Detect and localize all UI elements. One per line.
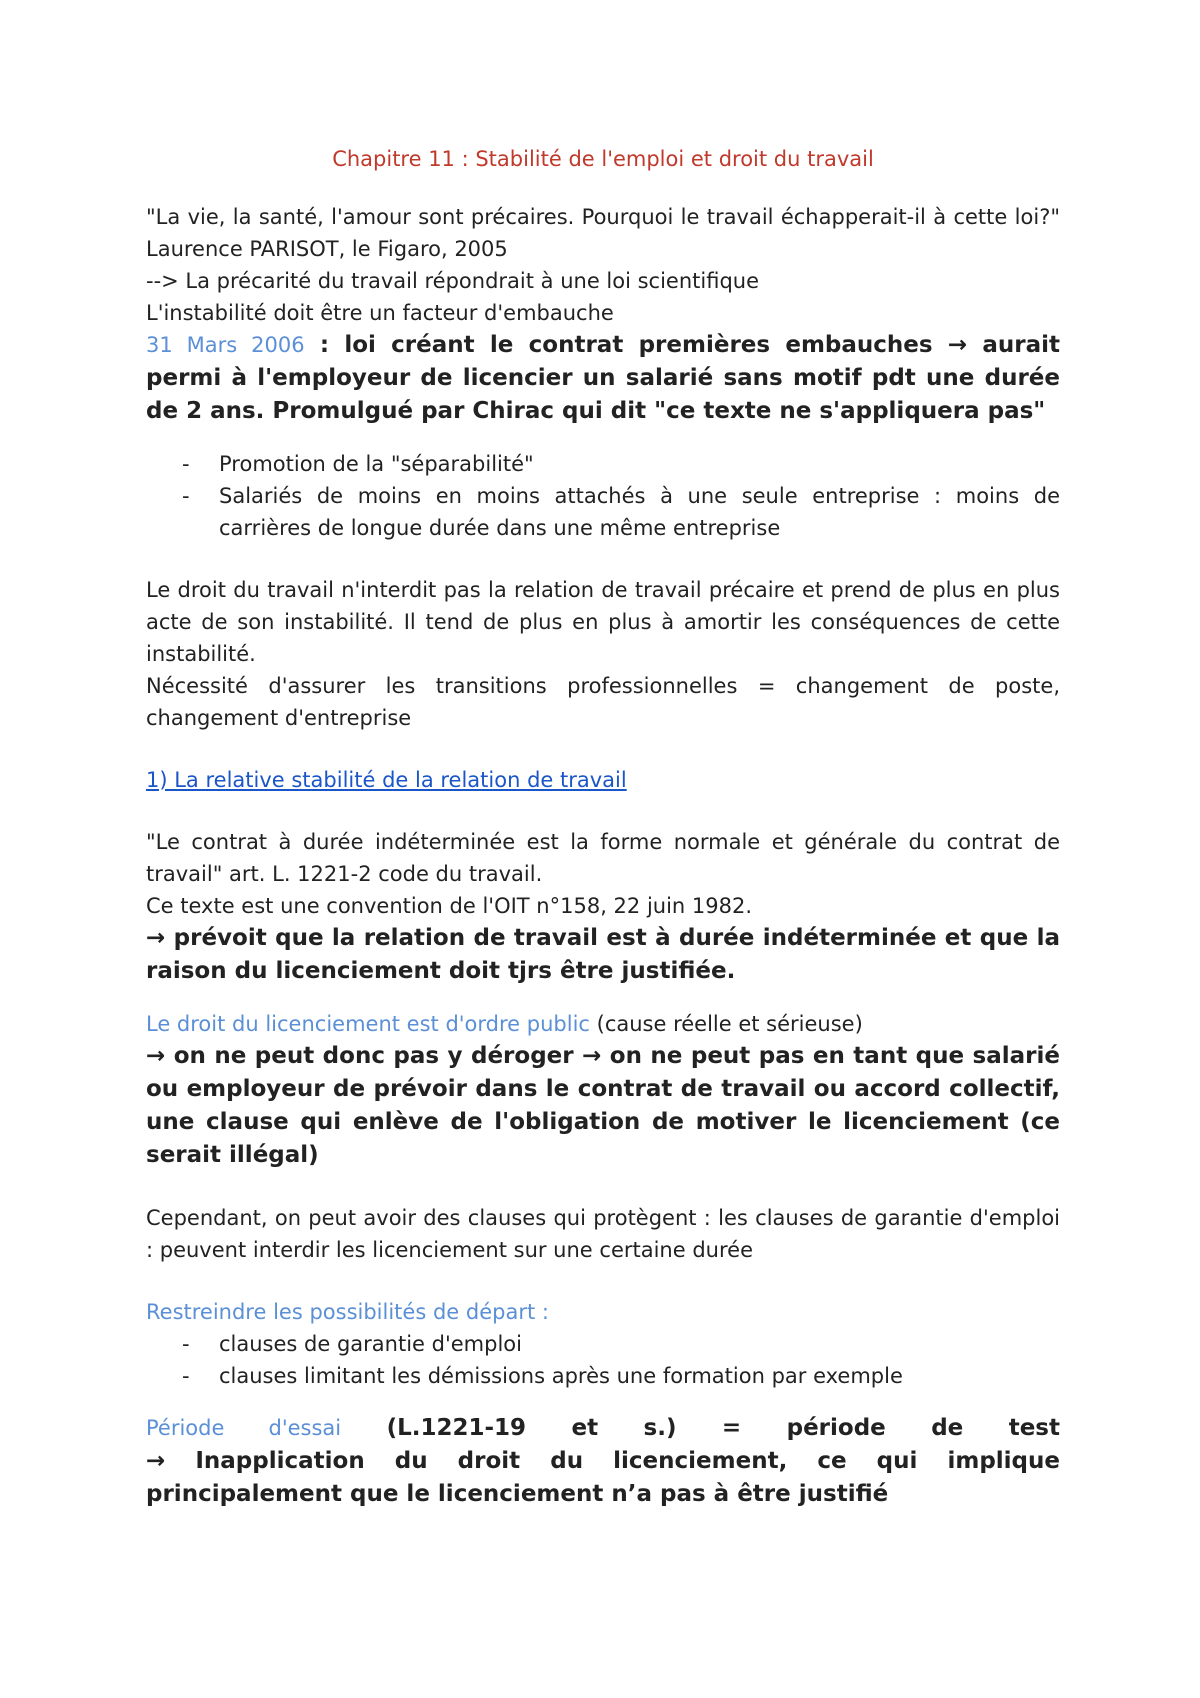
ordre-public-line: Le droit du licenciement est d'ordre public (cause réelle et sérieuse) [146, 1012, 863, 1036]
cpe-date: 31 Mars 2006 [146, 333, 305, 357]
list-item: - clauses limitant les démissions après une formation par exemple [146, 1360, 1060, 1392]
droit-paragraph: Le droit du travail n'interdit pas la relation de travail précaire et prend de plus en plus acte de son instabilité. Il tend de plus en plus à amortir les conséquences de cette instabilité. [146, 578, 1060, 666]
ordre-public-highlight: Le droit du licenciement est d'ordre public [146, 1012, 590, 1036]
page-title: Chapitre 11 : Stabilité de l'emploi et droit du travail [332, 147, 874, 171]
periode-essai-line: Période d'essai (L.1221-19 et s.) = période de test [146, 1415, 1060, 1441]
cependant-paragraph: Cependant, on peut avoir des clauses qui protègent : les clauses de garantie d'emploi : peuvent interdir les licenciement sur une certaine durée [146, 1206, 1060, 1262]
intro-quote: "La vie, la santé, l'amour sont précaires. Pourquoi le travail échapperait-il à cette loi?" Laurence PARISOT, le Figaro, 2005 [146, 205, 1060, 261]
list-item: - Salariés de moins en moins attachés à une seule entreprise : moins de carrières de longue durée dans une même entreprise [146, 480, 1060, 544]
cpe-paragraph [146, 329, 1060, 428]
dash-bullet: - [182, 1332, 190, 1356]
restreindre-heading: Restreindre les possibilités de départ : [146, 1300, 549, 1324]
cdi-bold-note: → prévoit que la relation de travail est à durée indéterminée et que la raison du licenciement doit tjrs être justifiée. [146, 925, 1060, 984]
intro-line-instabilite: L'instabilité doit être un facteur d'embauche [146, 301, 614, 325]
consequences-list [146, 448, 1060, 544]
ordre-public-bold: → on ne peut donc pas y déroger → on ne peut pas en tant que salarié ou employeur de prévoir dans le contrat de travail ou accord collectif, une clause qui enlève de l'obligation de motiver le licenciement (ce serait illégal) [146, 1043, 1060, 1168]
list-item: - clauses de garantie d'emploi [146, 1328, 1060, 1360]
section-link[interactable]: 1) La relative stabilité de la relation de travail [146, 768, 627, 792]
document-page [146, 143, 1060, 1511]
periode-essai-highlight: Période d'essai [146, 1416, 342, 1440]
dash-bullet: - [182, 484, 190, 508]
dash-bullet: - [182, 452, 190, 476]
section-heading-stabilite [146, 764, 1060, 796]
intro-line-precarite: --> La précarité du travail répondrait à une loi scientifique [146, 269, 760, 293]
dash-bullet: - [182, 1364, 190, 1388]
cpe-text: : loi créant le contrat premières embauches → aurait permi à l'employeur de licencier un salarié sans motif pdt une durée de 2 ans. Promulgué par Chirac qui dit "ce texte ne s'appliquera pas" [146, 332, 1061, 424]
cdi-quote: "Le contrat à durée indéterminée est la forme normale et générale du contrat de travail" art. L. 1221-2 code du travail. [146, 830, 1060, 886]
restreindre-list [146, 1328, 1060, 1392]
oit-convention: Ce texte est une convention de l'OIT n°158, 22 juin 1982. [146, 894, 753, 918]
list-item: - Promotion de la "séparabilité" [146, 448, 1060, 480]
necessite-paragraph: Nécessité d'assurer les transitions professionnelles = changement de poste, changement d'entreprise [146, 674, 1060, 730]
periode-essai-bold: → Inapplication du droit du licenciement, ce qui implique principalement que le licenciement n’a pas à être justifié [146, 1448, 1060, 1507]
